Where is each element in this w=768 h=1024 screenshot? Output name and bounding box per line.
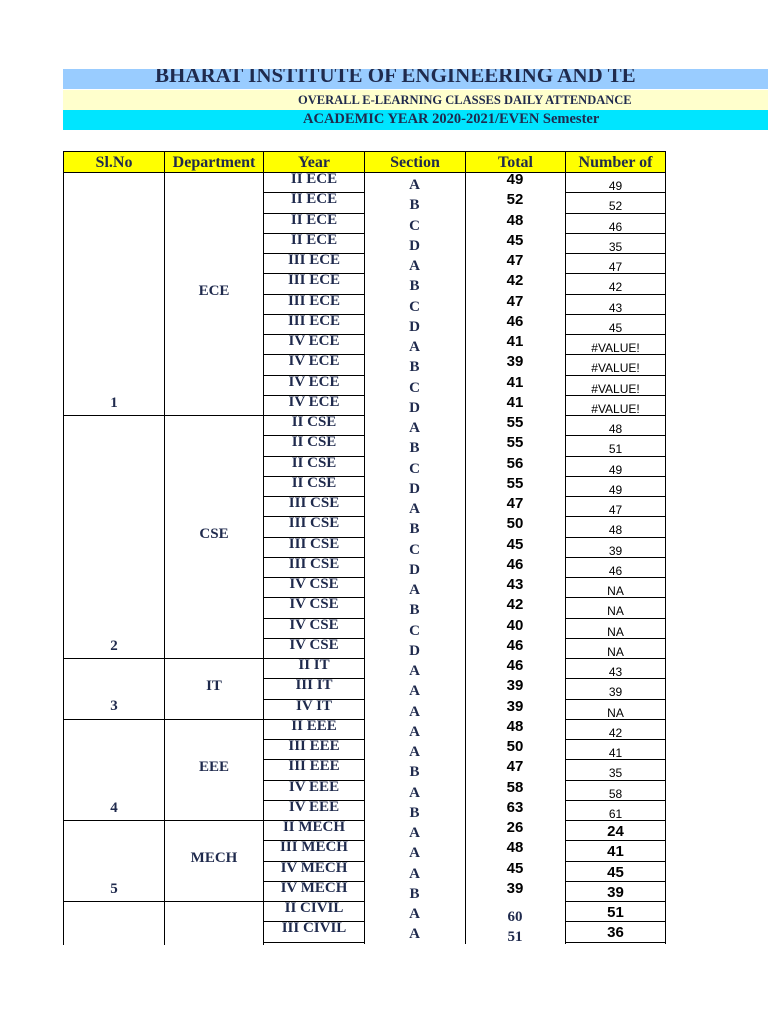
section-cell: A: [409, 906, 420, 922]
total-cell: 46: [506, 556, 524, 573]
year-cell: III EEE: [263, 759, 365, 780]
total-cell: 41: [506, 334, 524, 350]
section-cell: A: [409, 926, 420, 942]
year-cell: IV ECE: [263, 395, 365, 416]
year-cell: II IT: [263, 658, 365, 679]
section-cell: B: [409, 885, 420, 901]
number-cell: 46: [608, 219, 623, 234]
grid-line: [565, 537, 665, 538]
year-cell: II ECE: [263, 233, 365, 254]
grid-line: [565, 881, 665, 882]
grid-line: [565, 901, 665, 902]
total-cell: 39: [506, 678, 524, 695]
number-cell: NA: [607, 644, 624, 659]
grid-line: [565, 516, 665, 517]
year-cell: III CSE: [263, 516, 365, 537]
year-cell: II CSE: [263, 476, 365, 497]
grid-line: [565, 314, 665, 315]
total-cell: 48: [506, 840, 524, 857]
col-header-year: Year: [263, 151, 365, 173]
section-cell: A: [409, 784, 420, 800]
section-cell: A: [409, 177, 420, 193]
total-cell: 45: [506, 232, 524, 249]
grid-line: [565, 354, 665, 355]
year-cell: II CSE: [263, 456, 365, 477]
grid-line: [565, 577, 665, 578]
number-cell: 39: [607, 883, 624, 901]
total-cell: 46: [506, 313, 524, 330]
year-cell: II CSE: [263, 415, 365, 436]
grid-line: [565, 253, 665, 254]
number-cell: 47: [608, 260, 623, 274]
total-cell: 39: [506, 698, 524, 715]
total-cell: 48: [506, 718, 524, 735]
section-cell: A: [409, 258, 420, 274]
year-cell: IV MECH: [263, 881, 365, 902]
total-cell: 39: [506, 354, 524, 371]
number-cell: 42: [608, 280, 623, 295]
year-cell: III CSE: [263, 496, 365, 517]
year-cell: IV CSE: [263, 577, 365, 598]
grid-line: [565, 861, 665, 862]
total-cell: 47: [506, 496, 524, 512]
number-cell: NA: [607, 624, 624, 639]
department-cell: EEE: [164, 719, 264, 821]
section-cell: B: [409, 804, 420, 820]
number-cell: #VALUE!: [591, 381, 640, 396]
total-cell: 46: [506, 658, 524, 674]
number-cell: 52: [608, 199, 623, 214]
section-cell: B: [409, 602, 420, 618]
number-cell: 48: [608, 523, 623, 538]
grid-line: [565, 192, 665, 193]
total-cell: 48: [506, 212, 524, 229]
grid-line: [565, 597, 665, 598]
year-cell: III IT: [263, 678, 365, 699]
slno-cell: [63, 901, 165, 945]
section-cell: A: [409, 744, 420, 760]
year-cell: IV ECE: [263, 334, 365, 355]
year-cell: IV EEE: [263, 800, 365, 821]
year-cell: IV IT: [263, 699, 365, 720]
total-cell: 60: [507, 909, 523, 922]
section-cell: C: [409, 622, 420, 638]
section-cell: D: [409, 561, 420, 577]
grid-line: [364, 172, 365, 944]
number-cell: 39: [608, 543, 623, 558]
grid-line: [565, 476, 665, 477]
total-cell: 63: [506, 799, 524, 816]
section-cell: D: [409, 480, 420, 496]
section-cell: C: [409, 460, 420, 476]
slno-cell: 3: [63, 658, 165, 720]
year-cell: IV CSE: [263, 618, 365, 639]
total-cell: 45: [506, 860, 524, 877]
total-cell: 47: [506, 293, 524, 310]
total-cell: 50: [506, 739, 524, 755]
total-cell: 55: [506, 435, 524, 452]
total-cell: 55: [506, 415, 524, 431]
year-cell: II MECH: [263, 820, 365, 841]
number-cell: 35: [608, 239, 623, 254]
col-header-department: Department: [164, 151, 264, 173]
slno-cell: 5: [63, 820, 165, 902]
year-cell: II CSE: [263, 435, 365, 456]
section-cell: A: [409, 723, 420, 739]
grid-line: [565, 456, 665, 457]
year-cell: II EEE: [263, 719, 365, 740]
number-cell: 39: [608, 685, 623, 700]
section-cell: B: [409, 278, 420, 294]
section-cell: B: [409, 359, 420, 375]
number-cell: 51: [607, 904, 624, 921]
grid-line: [565, 678, 665, 679]
grid-line: [565, 840, 665, 841]
year-cell: IV ECE: [263, 354, 365, 375]
section-cell: B: [409, 197, 420, 213]
total-cell: 39: [506, 880, 524, 897]
section-cell: A: [409, 582, 420, 598]
department-cell: IT: [164, 658, 264, 720]
section-cell: A: [409, 865, 420, 881]
grid-line: [565, 334, 665, 335]
department-cell: [164, 901, 264, 945]
institute-title: BHARAT INSTITUTE OF ENGINEERING AND TE: [155, 69, 636, 87]
total-cell: 41: [506, 374, 524, 391]
total-cell: 47: [506, 759, 524, 776]
year-cell: III ECE: [263, 273, 365, 294]
grid-line: [465, 172, 466, 944]
section-cell: B: [409, 521, 420, 537]
grid-line: [565, 273, 665, 274]
grid-line: [565, 942, 665, 943]
number-cell: #VALUE!: [591, 341, 640, 355]
total-cell: 47: [506, 253, 524, 269]
section-cell: C: [409, 379, 420, 395]
grid-line: [665, 172, 666, 944]
number-cell: 45: [607, 863, 624, 881]
year-cell: III CSE: [263, 537, 365, 558]
section-cell: C: [409, 217, 420, 233]
section-cell: D: [409, 399, 420, 415]
total-cell: 58: [506, 779, 524, 796]
total-cell: 45: [506, 536, 524, 553]
year-cell: III ECE: [263, 253, 365, 274]
department-cell: MECH: [164, 820, 264, 902]
number-cell: 45: [608, 320, 623, 335]
grid-line: [565, 395, 665, 396]
number-cell: 36: [607, 924, 624, 942]
report-title: OVERALL E-LEARNING CLASSES DAILY ATTENDANCE: [298, 93, 632, 107]
number-cell: 43: [608, 300, 623, 315]
number-cell: 49: [608, 482, 623, 497]
section-cell: C: [409, 541, 420, 557]
total-cell: 55: [506, 475, 524, 492]
department-cell: ECE: [164, 172, 264, 416]
slno-cell: 4: [63, 719, 165, 821]
number-cell: 49: [608, 462, 623, 477]
number-cell: 35: [608, 766, 623, 781]
col-header-number: Number of: [565, 151, 666, 173]
number-cell: 24: [607, 823, 624, 840]
year-cell: IV CSE: [263, 597, 365, 618]
section-cell: C: [409, 298, 420, 314]
section-cell: A: [409, 339, 420, 355]
year-cell: III CIVIL: [263, 921, 365, 942]
grid-line: [565, 172, 566, 944]
year-cell: II ECE: [263, 213, 365, 234]
number-cell: NA: [607, 604, 624, 619]
number-cell: 41: [607, 843, 624, 861]
year-cell: III CSE: [263, 557, 365, 578]
grid-line: [565, 415, 665, 416]
grid-line: [565, 800, 665, 801]
total-cell: 50: [506, 516, 524, 533]
section-cell: A: [409, 845, 420, 861]
academic-year: ACADEMIC YEAR 2020-2021/EVEN Semester: [303, 111, 600, 127]
number-cell: #VALUE!: [591, 361, 640, 376]
total-cell: 41: [506, 394, 524, 411]
grid-line: [565, 759, 665, 760]
year-cell: II ECE: [263, 172, 365, 193]
number-cell: NA: [607, 705, 624, 720]
section-cell: A: [409, 420, 420, 436]
number-cell: 48: [608, 422, 623, 436]
department-cell: CSE: [164, 415, 264, 659]
section-cell: A: [409, 683, 420, 699]
grid-line: [565, 921, 665, 922]
section-cell: B: [409, 440, 420, 456]
total-cell: 43: [506, 577, 524, 593]
year-cell: II CIVIL: [263, 901, 365, 922]
grid-line: [565, 699, 665, 700]
year-cell: IV EEE: [263, 780, 365, 801]
number-cell: 61: [608, 806, 623, 821]
number-cell: 41: [608, 746, 623, 760]
grid-line: [565, 233, 665, 234]
slno-cell: 2: [63, 415, 165, 659]
year-cell: IV ECE: [263, 375, 365, 396]
section-cell: A: [409, 703, 420, 719]
year-cell: IV CSE: [263, 638, 365, 659]
total-cell: 42: [506, 597, 524, 614]
total-cell: 51: [507, 929, 523, 942]
section-cell: D: [409, 237, 420, 253]
year-cell: IV MECH: [263, 861, 365, 882]
grid-line: [565, 820, 665, 821]
section-cell: A: [409, 501, 420, 517]
col-header-total: Total: [465, 151, 566, 173]
number-cell: 49: [608, 179, 623, 193]
section-cell: D: [409, 642, 420, 658]
number-cell: 51: [608, 442, 623, 457]
total-cell: 26: [506, 820, 524, 836]
number-cell: 46: [608, 563, 623, 578]
year-cell: II ECE: [263, 192, 365, 213]
number-cell: 42: [608, 725, 623, 740]
number-cell: 58: [608, 786, 623, 801]
col-header-slno: Sl.No: [63, 151, 165, 173]
total-cell: 42: [506, 273, 524, 290]
total-cell: 46: [506, 637, 524, 654]
total-cell: 52: [506, 192, 524, 209]
grid-line: [565, 213, 665, 214]
section-cell: A: [409, 663, 420, 679]
grid-line: [565, 658, 665, 659]
grid-line: [565, 719, 665, 720]
section-cell: B: [409, 764, 420, 780]
grid-line: [565, 496, 665, 497]
number-cell: #VALUE!: [591, 401, 640, 416]
grid-line: [565, 638, 665, 639]
total-cell: 56: [506, 455, 524, 472]
number-cell: 43: [608, 665, 623, 679]
year-cell: III EEE: [263, 739, 365, 760]
grid-line: [565, 557, 665, 558]
section-cell: D: [409, 318, 420, 334]
slno-cell: 1: [63, 172, 165, 416]
col-header-section: Section: [364, 151, 466, 173]
grid-line: [565, 618, 665, 619]
grid-line: [565, 375, 665, 376]
year-cell: III ECE: [263, 294, 365, 315]
year-cell: III ECE: [263, 314, 365, 335]
year-cell: III MECH: [263, 840, 365, 861]
grid-line: [565, 739, 665, 740]
number-cell: 47: [608, 503, 623, 517]
total-cell: 40: [506, 617, 524, 634]
section-cell: A: [409, 825, 420, 841]
grid-line: [565, 780, 665, 781]
number-cell: NA: [607, 584, 624, 598]
total-cell: 49: [506, 172, 524, 188]
grid-line: [565, 435, 665, 436]
grid-line: [565, 294, 665, 295]
